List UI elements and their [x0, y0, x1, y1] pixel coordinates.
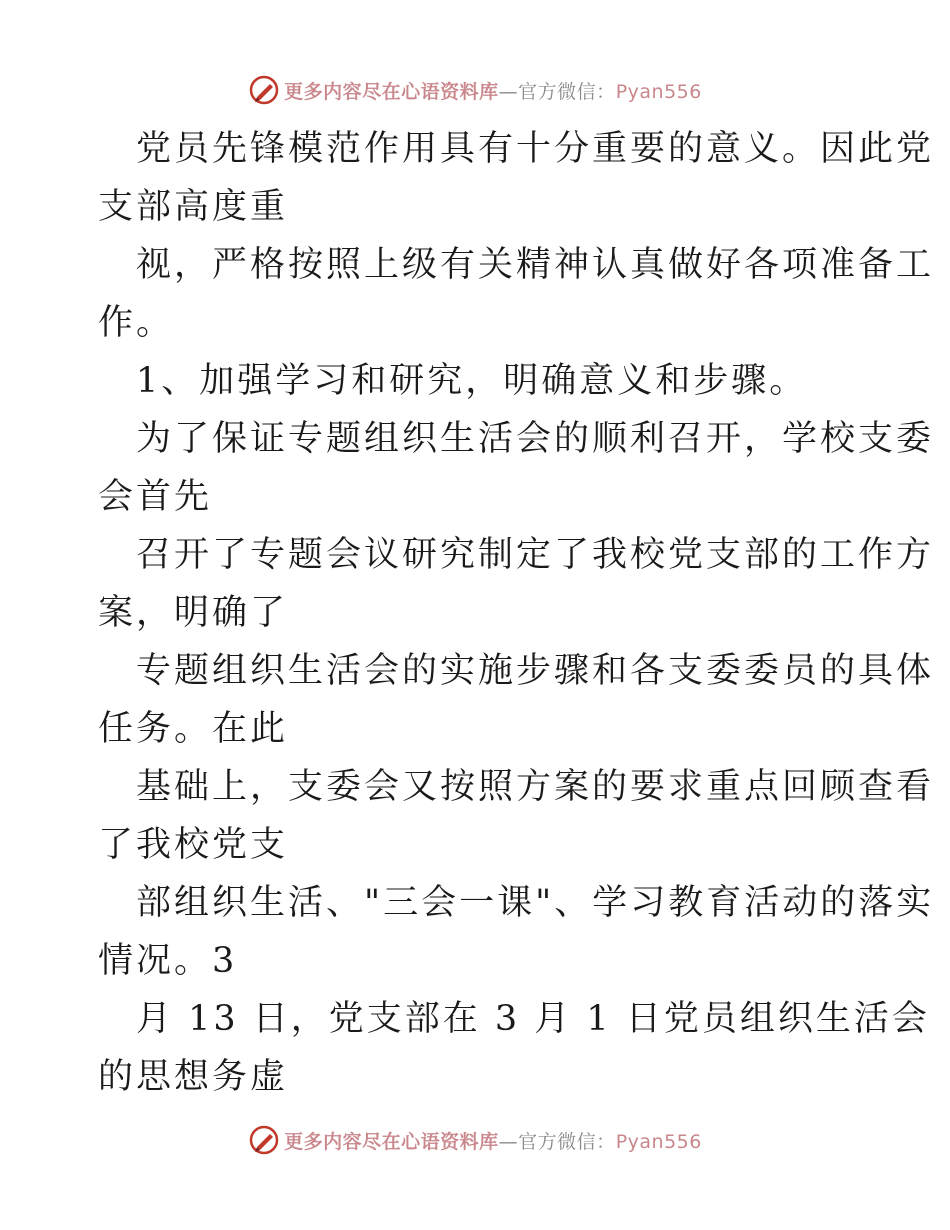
text-line: 情况。3	[98, 941, 238, 981]
footer-wechat-id: Pyan556	[615, 1130, 702, 1153]
footer-brand-text: 更多内容尽在心语资料库	[284, 1130, 499, 1153]
pen-logo-icon	[248, 74, 280, 106]
text-line: 作。	[98, 303, 175, 343]
document-body	[98, 120, 935, 1106]
header-wechat-label: —官方微信：	[498, 80, 616, 103]
text-line: 召开了专题会议研究制定了我校党支部的工作方	[98, 535, 935, 575]
text-line: 为了保证专题组织生活会的顺利召开，学校支委	[98, 419, 935, 459]
text-line: 基础上，支委会又按照方案的要求重点回顾查看	[98, 767, 935, 807]
footer-wechat-label: —官方微信：	[498, 1130, 616, 1153]
text-line: 会首先	[98, 477, 213, 517]
text-line: 部组织生活、"三会一课"、学习教育活动的落实	[98, 883, 935, 923]
header-brand-text: 更多内容尽在心语资料库	[284, 80, 499, 103]
text-line: 1、加强学习和研究，明确意义和步骤。	[98, 361, 808, 401]
text-line: 的思想务虚	[98, 1057, 289, 1097]
text-line: 任务。在此	[98, 709, 289, 749]
text-line: 了我校党支	[98, 825, 289, 865]
text-line: 党员先锋模范作用具有十分重要的意义。因此党	[98, 129, 935, 169]
header-wechat-id: Pyan556	[615, 80, 702, 103]
text-line: 月 13 日，党支部在 3 月 1 日党员组织生活会	[98, 999, 930, 1039]
text-line: 案，明确了	[98, 593, 289, 633]
pen-logo-icon	[248, 1124, 280, 1156]
text-line: 支部高度重	[98, 187, 289, 227]
text-line: 视，严格按照上级有关精神认真做好各项准备工	[98, 245, 935, 285]
footer-watermark	[0, 1120, 950, 1160]
header-watermark	[0, 70, 950, 110]
text-line: 专题组织生活会的实施步骤和各支委委员的具体	[98, 651, 935, 691]
